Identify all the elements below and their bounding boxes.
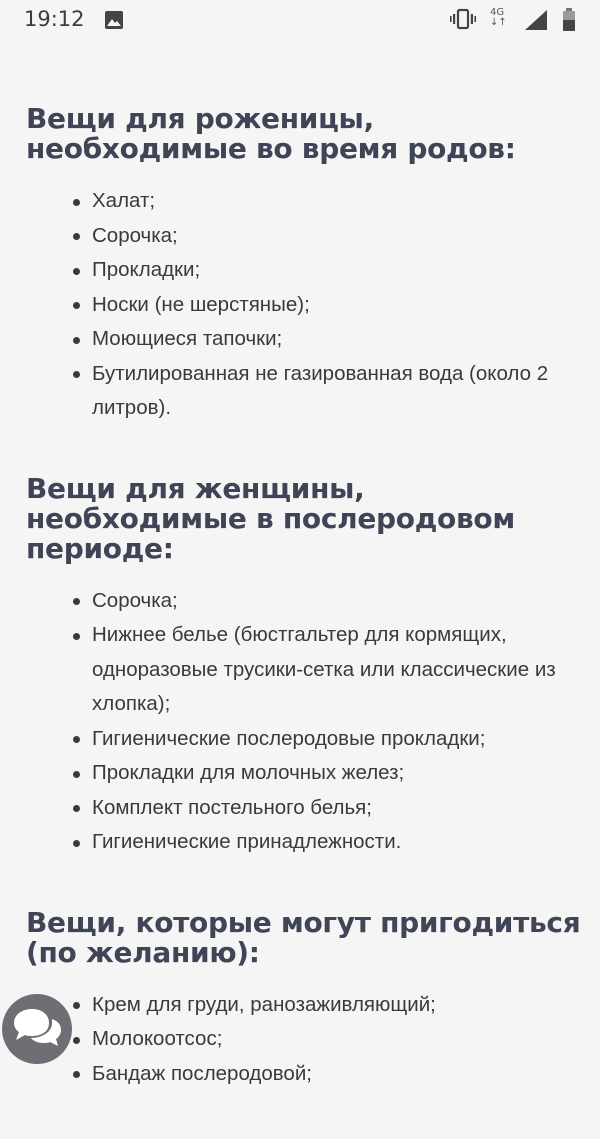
list-item: Крем для груди, ранозаживляющий; — [92, 988, 586, 1023]
list-item: Бутилированная не газированная вода (около 2 литров). — [92, 357, 586, 426]
list-item: Сорочка; — [92, 584, 586, 619]
item-list — [26, 584, 586, 860]
list-item: Комплект постельного белья; — [92, 791, 586, 826]
network-type: 4G ↓↑ — [490, 7, 507, 28]
list-item: Прокладки; — [92, 253, 586, 288]
list-item: Гигиенические принадлежности. — [92, 825, 586, 860]
list-item: Бандаж послеродовой; — [92, 1057, 586, 1092]
section-title: Вещи, которые могут пригодиться (по желанию): — [26, 905, 581, 969]
gallery-icon — [104, 10, 124, 35]
list-item: Халат; — [92, 184, 586, 219]
section-title: Вещи для роженицы, необходимые во время родов: — [26, 102, 516, 165]
list-item: Моющиеся тапочки; — [92, 322, 586, 357]
list-item: Сорочка; — [92, 219, 586, 254]
list-item: Носки (не шерстяные); — [92, 288, 586, 323]
chat-bubbles-icon — [0, 1053, 74, 1070]
item-list — [26, 184, 586, 426]
section-title: Вещи для женщины, необходимые в послеродовом периоде: — [26, 471, 515, 565]
section-optional — [26, 905, 586, 1092]
list-item: Прокладки для молочных желез; — [92, 756, 586, 791]
section-postpartum — [26, 471, 586, 860]
section-during-birth — [26, 104, 586, 426]
list-item: Гигиенические послеродовые прокладки; — [92, 722, 586, 757]
item-list — [26, 988, 586, 1092]
vibrate-icon — [450, 8, 476, 35]
list-item: Нижнее белье (бюстгальтер для кормящих, одноразовые трусики-сетка или классические из хлопка); — [92, 618, 586, 722]
status-bar — [0, 0, 600, 40]
list-item: Молокоотсос; — [92, 1022, 586, 1057]
article-content — [26, 104, 586, 1139]
signal-icon — [524, 9, 548, 36]
chat-button[interactable] — [0, 992, 74, 1071]
status-time: 19:12 — [24, 7, 85, 31]
battery-icon — [562, 8, 576, 37]
